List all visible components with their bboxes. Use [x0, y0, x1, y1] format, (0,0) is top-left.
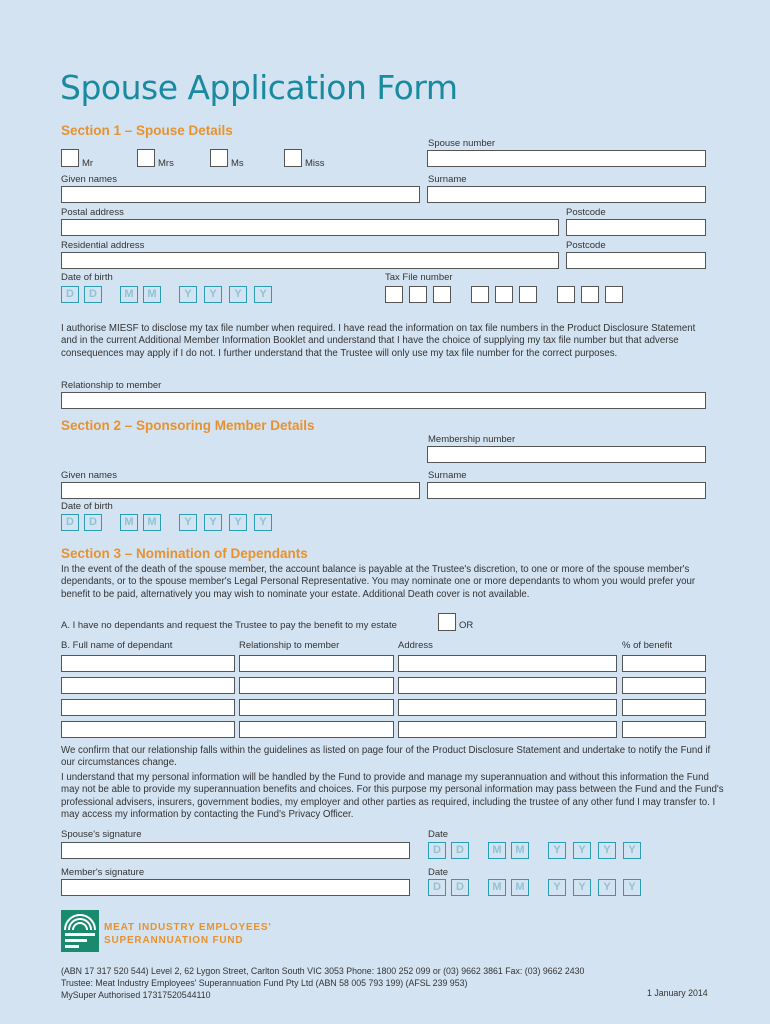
footer-mysuper: MySuper Authorised 17317520544110: [61, 990, 211, 1000]
surname-label: Surname: [428, 174, 467, 185]
member-date-year-cell[interactable]: Y: [573, 879, 591, 896]
spouse-number-label: Spouse number: [428, 138, 496, 149]
postal-postcode-field[interactable]: [566, 219, 706, 236]
dependant-relationship-field[interactable]: [239, 655, 394, 672]
member-signature-label: Member's signature: [61, 867, 145, 878]
member-date-day-cell[interactable]: D: [428, 879, 446, 896]
dependant-name-header: B. Full name of dependant: [61, 640, 173, 651]
postal-address-label: Postal address: [61, 207, 124, 218]
dependant-address-field[interactable]: [398, 721, 617, 738]
dependant-name-field[interactable]: [61, 655, 235, 672]
tfn-digit-cell[interactable]: [519, 286, 537, 303]
dependant-name-field[interactable]: [61, 721, 235, 738]
tfn-digit-cell[interactable]: [433, 286, 451, 303]
tfn-digit-cell[interactable]: [471, 286, 489, 303]
dependant-name-field[interactable]: [61, 699, 235, 716]
member-surname-field[interactable]: [427, 482, 706, 499]
dependant-relationship-field[interactable]: [239, 677, 394, 694]
dependant-percent-header: % of benefit: [622, 640, 673, 651]
member-date-year-cell[interactable]: Y: [623, 879, 641, 896]
fund-name-line2: SUPERANNUATION FUND: [104, 935, 244, 946]
dependant-percent-field[interactable]: [622, 655, 706, 672]
member-dob-day-cell[interactable]: D: [61, 514, 79, 531]
residential-address-field[interactable]: [61, 252, 559, 269]
spouse-date-month-cell[interactable]: M: [511, 842, 529, 859]
tfn-digit-cell[interactable]: [605, 286, 623, 303]
section3-intro: In the event of the death of the spouse member, the account balance is payable at the Trustee's discretion, to one or more of the spouse member's dependants, or to the spouse member's Legal Personal Representative. You may nominate one or more dependants to whom you would prefer your benefit to be paid, alternatively you may wish to nominate your estate. Additional Death cover is not available.: [61, 564, 696, 600]
tfn-digit-cell[interactable]: [581, 286, 599, 303]
surname-field[interactable]: [427, 186, 706, 203]
title-ms-label: Ms: [231, 158, 244, 169]
dob-month-cell[interactable]: M: [120, 286, 138, 303]
footer-contact: (ABN 17 317 520 544) Level 2, 62 Lygon Street, Carlton South VIC 3053 Phone: 1800 252 099 or (03) 9662 3861 Fax: (03) 9662 2430: [61, 966, 585, 976]
dob-day-cell[interactable]: D: [61, 286, 79, 303]
dob-year-cell[interactable]: Y: [229, 286, 247, 303]
dependant-relationship-field[interactable]: [239, 699, 394, 716]
tfn-authorisation-text: I authorise MIESF to disclose my tax file number when required. I have read the information on tax file numbers in the Product Disclosure Statement and in the current Additional Member Information Booklet and understand that I have the choice of supplying my tax file number but that adverse consequences may apply if I do not. I further understand that the Trustee will only use my tax file number for the correct purposes.: [61, 323, 696, 359]
dependant-relationship-header: Relationship to member: [239, 640, 340, 651]
dependant-name-field[interactable]: [61, 677, 235, 694]
postcode-label: Postcode: [566, 207, 606, 218]
tfn-digit-cell[interactable]: [385, 286, 403, 303]
member-date-label: Date: [428, 867, 449, 878]
title-ms-checkbox[interactable]: [210, 149, 228, 167]
footer-trustee: Trustee: Meat Industry Employees' Superannuation Fund Pty Ltd (ABN 58 005 793 199) (AFSL 239 953): [61, 978, 468, 988]
dob-month-cell[interactable]: M: [143, 286, 161, 303]
member-date-month-cell[interactable]: M: [511, 879, 529, 896]
given-names-label: Given names: [61, 174, 117, 185]
dob-day-cell[interactable]: D: [84, 286, 102, 303]
spouse-date-month-cell[interactable]: M: [488, 842, 506, 859]
spouse-date-day-cell[interactable]: D: [451, 842, 469, 859]
dependant-address-field[interactable]: [398, 655, 617, 672]
dob-year-cell[interactable]: Y: [179, 286, 197, 303]
title-mrs-checkbox[interactable]: [137, 149, 155, 167]
dependant-address-header: Address: [398, 640, 433, 651]
member-dob-day-cell[interactable]: D: [84, 514, 102, 531]
membership-number-field[interactable]: [427, 446, 706, 463]
tfn-digit-cell[interactable]: [409, 286, 427, 303]
spouse-signature-field[interactable]: [61, 842, 410, 859]
title-mr-checkbox[interactable]: [61, 149, 79, 167]
dob-label: Date of birth: [61, 272, 113, 283]
member-date-year-cell[interactable]: Y: [548, 879, 566, 896]
spouse-date-year-cell[interactable]: Y: [573, 842, 591, 859]
member-dob-month-cell[interactable]: M: [143, 514, 161, 531]
spouse-number-field[interactable]: [427, 150, 706, 167]
section3-heading: Section 3 – Nomination of Dependants: [61, 546, 308, 561]
spouse-signature-label: Spouse's signature: [61, 829, 142, 840]
dependant-percent-field[interactable]: [622, 721, 706, 738]
residential-postcode-field[interactable]: [566, 252, 706, 269]
member-given-names-label: Given names: [61, 470, 117, 481]
section2-heading: Section 2 – Sponsoring Member Details: [61, 418, 315, 433]
spouse-date-year-cell[interactable]: Y: [623, 842, 641, 859]
member-date-month-cell[interactable]: M: [488, 879, 506, 896]
spouse-date-year-cell[interactable]: Y: [598, 842, 616, 859]
member-dob-year-cell[interactable]: Y: [254, 514, 272, 531]
dependant-address-field[interactable]: [398, 677, 617, 694]
member-given-names-field[interactable]: [61, 482, 420, 499]
title-miss-label: Miss: [305, 158, 325, 169]
member-dob-label: Date of birth: [61, 501, 113, 512]
fund-name-line1: MEAT INDUSTRY EMPLOYEES': [104, 922, 272, 933]
title-miss-checkbox[interactable]: [284, 149, 302, 167]
dependant-percent-field[interactable]: [622, 699, 706, 716]
spouse-date-day-cell[interactable]: D: [428, 842, 446, 859]
relationship-field[interactable]: [61, 392, 706, 409]
member-signature-field[interactable]: [61, 879, 410, 896]
member-surname-label: Surname: [428, 470, 467, 481]
spouse-date-label: Date: [428, 829, 449, 840]
residential-address-label: Residential address: [61, 240, 145, 251]
member-date-year-cell[interactable]: Y: [598, 879, 616, 896]
member-dob-year-cell[interactable]: Y: [179, 514, 197, 531]
relationship-confirmation-text: We confirm that our relationship falls within the guidelines as listed on page four of the Product Disclosure Statement and undertake to notify the Fund if our circumstances change.: [61, 745, 711, 769]
relationship-label: Relationship to member: [61, 380, 162, 391]
tfn-digit-cell[interactable]: [495, 286, 513, 303]
tfn-digit-cell[interactable]: [557, 286, 575, 303]
residential-postcode-label: Postcode: [566, 240, 606, 251]
privacy-statement-text: I understand that my personal information will be handled by the Fund to provide and manage my superannuation and without this information the Fund may not be able to provide my superannuation benefits and choices. For this purpose my personal information may pass between the Fund and the Fund's professional advisers, insurers, government bodies, my employer and other parties as required, including the trustee of any other fund I may transfer to. I may access my information by contacting the Fund's Privacy Officer.: [61, 772, 724, 820]
or-label: OR: [459, 620, 474, 631]
member-date-day-cell[interactable]: D: [451, 879, 469, 896]
spouse-date-year-cell[interactable]: Y: [548, 842, 566, 859]
dependant-relationship-field[interactable]: [239, 721, 394, 738]
fund-logo-icon: [61, 910, 99, 952]
dob-year-cell[interactable]: Y: [204, 286, 222, 303]
given-names-field[interactable]: [61, 186, 420, 203]
dependant-address-field[interactable]: [398, 699, 617, 716]
member-dob-month-cell[interactable]: M: [120, 514, 138, 531]
footer-date: 1 January 2014: [647, 988, 708, 998]
section1-heading: Section 1 – Spouse Details: [61, 123, 233, 138]
tfn-label: Tax File number: [385, 272, 453, 283]
title-mr-label: Mr: [82, 158, 94, 169]
dob-year-cell[interactable]: Y: [254, 286, 272, 303]
postal-address-field[interactable]: [61, 219, 559, 236]
title-mrs-label: Mrs: [158, 158, 174, 169]
page-title: Spouse Application Form: [60, 68, 458, 107]
estate-checkbox[interactable]: [438, 613, 456, 631]
membership-number-label: Membership number: [428, 434, 516, 445]
option-a-label: A. I have no dependants and request the Trustee to pay the benefit to my estate: [61, 620, 397, 631]
member-dob-year-cell[interactable]: Y: [229, 514, 247, 531]
member-dob-year-cell[interactable]: Y: [204, 514, 222, 531]
dependant-percent-field[interactable]: [622, 677, 706, 694]
